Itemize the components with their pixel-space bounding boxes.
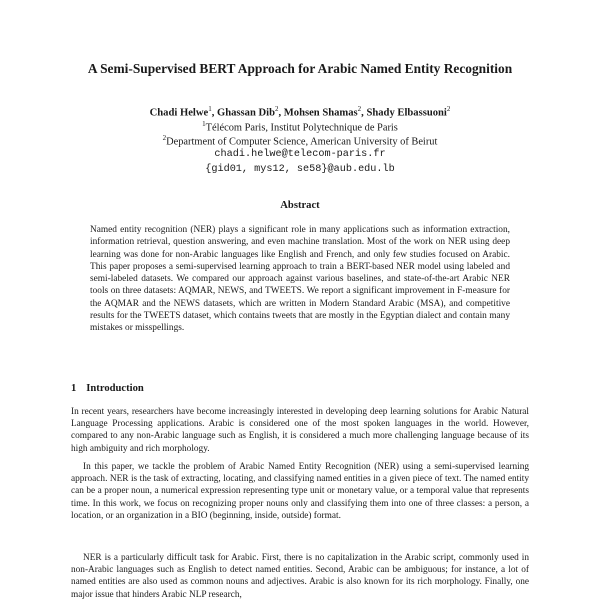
abstract-heading: Abstract <box>280 200 320 211</box>
section-heading <box>71 382 144 395</box>
author-affiliation-mark: 2 <box>357 105 362 113</box>
author-name: Chadi Helwe <box>149 107 209 119</box>
section-number: 1 <box>71 383 77 394</box>
affiliation-text: Department of Computer Science, American University of Beirut <box>166 136 438 148</box>
affiliation-mark: 1 <box>202 120 206 128</box>
author-email: {gid01, mys12, se58}@aub.edu.lb <box>205 164 395 175</box>
author-name: Shady Elbassuoni <box>366 107 447 119</box>
author-name: Mohsen Shamas <box>283 107 358 119</box>
abstract-text: Named entity recognition (NER) plays a significant role in many applications such as information extraction, information retrieval, question answering, and even machine translation. Most of the work on NER using deep learning was done for non-Arabic languages like English and French, and only few studies focused on Arabic. This paper proposes a semi-supervised learning approach to train a BERT-based NER model using labeled and semi-labeled datasets. We compared our approach against various baselines, and state-of-the-art Arabic NER tools on three datasets: AQMAR, NEWS, and TWEETS. We report a significant improvement in F-measure for the AQMAR and the NEWS datasets, which are written in Modern Standard Arabic (MSA), and competitive results for the TWEETS dataset, which contains tweets that are mostly in the Egyptian dialect and contain many mistakes or misspellings. <box>90 225 510 334</box>
author-affiliation-mark: 2 <box>274 105 279 113</box>
affiliation <box>60 132 540 148</box>
paper-title: A Semi-Supervised BERT Approach for Arabic Named Entity Recognition <box>87 61 513 76</box>
body-paragraph: In recent years, researchers have become increasingly interested in developing deep learning solutions for Arabic Natural Language Processing applications. Arabic is considered one of the most spoken languages in the world. However, compared to any non-Arabic language such as English, it is considered a much more challenging language because of its high ambiguity and rich morphology. <box>71 407 529 454</box>
body-paragraph: NER is a particularly difficult task for Arabic. First, there is no capitalization in the Arabic script, commonly used in non-Arabic languages such as English to detect named entities. Second, Arabic can be ambiguous; for instance, a lot of named entities are also used as common nouns and adjectives. Arabic is also known for its rich morphology. Finally, one major issue that hinders Arabic NLP research, <box>71 553 529 600</box>
affiliation-mark: 2 <box>162 134 167 142</box>
section-title: Introduction <box>86 383 144 394</box>
author-affiliation-mark: 1 <box>208 105 212 113</box>
affiliation-text: Télécom Paris, Institut Polytechnique de Paris <box>205 122 398 134</box>
author-list: Chadi Helwe$^1$, Ghassan Dib$^2$, Mohsen Shamas$^2$, Shady Elbassuoni$^2$ <box>149 105 451 119</box>
body-paragraph: In this paper, we tackle the problem of Arabic Named Entity Recognition (NER) using a semi-supervised learning approach. NER is the task of extracting, locating, and classifying named entities in a given piece of text. The named entity can be a proper noun, a numerical expression representing type unit or monetary value, or a temporal value that represents time. In this work, we focus on recognizing proper nouns only and classifying them into one of three classes: a person, a location, or an organization in a BIO (beginning, inside, outside) format. <box>71 462 529 521</box>
author-email: chadi.helwe@telecom-paris.fr <box>214 149 386 160</box>
author-affiliation-mark: 2 <box>446 105 451 113</box>
author-name: Ghassan Dib <box>216 107 275 119</box>
